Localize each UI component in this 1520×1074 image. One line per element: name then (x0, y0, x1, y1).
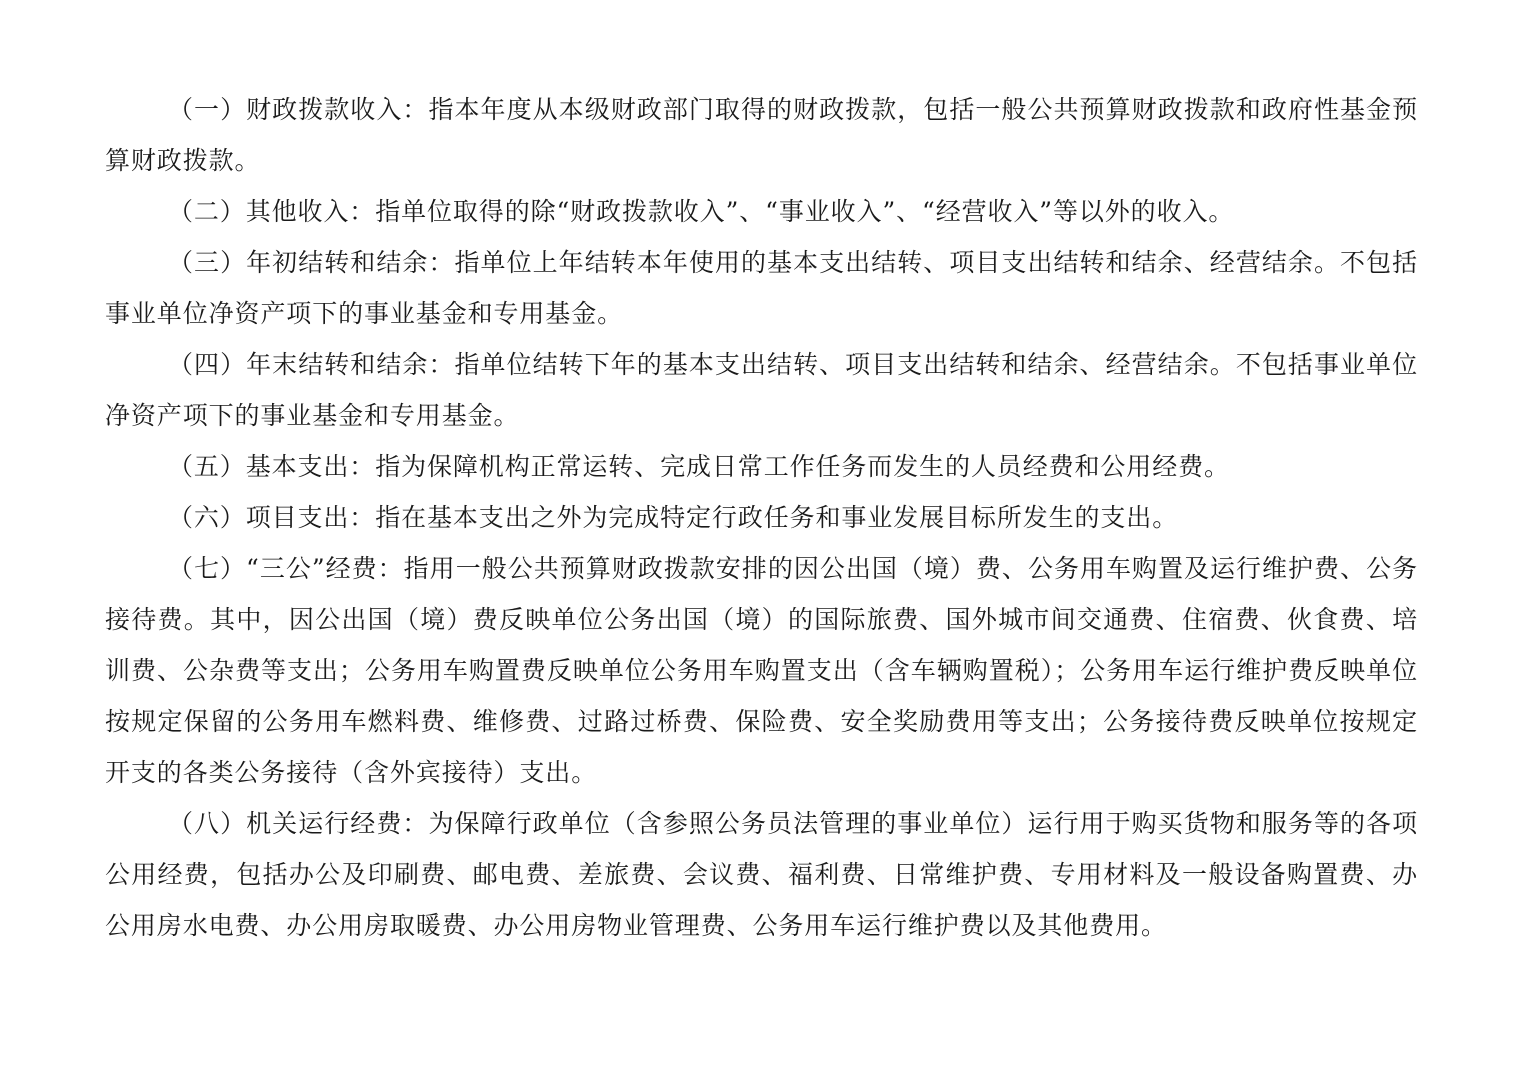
paragraph-basic-expenditure: （五）基本支出：指为保障机构正常运转、完成日常工作任务而发生的人员经费和公用经费。 (168, 452, 1230, 481)
document-body (105, 84, 1418, 951)
paragraph-project-expenditure: （六）项目支出：指在基本支出之外为完成特定行政任务和事业发展目标所发生的支出。 (168, 503, 1179, 532)
paragraph-year-end-carryover: （四）年末结转和结余：指单位结转下年的基本支出结转、项目支出结转和结余、经营结余。不包括事业单位净资产项下的事业基金和专用基金。 (105, 350, 1418, 430)
paragraph-three-public-expenses: （七）“三公”经费：指用一般公共预算财政拨款安排的因公出国（境）费、公务用车购置及运行维护费、公务接待费。其中，因公出国（境）费反映单位公务出国（境）的国际旅费、国外城市间交通费、住宿费、伙食费、培训费、公杂费等支出；公务用车购置费反映单位公务用车购置支出（含车辆购置税）；公务用车运行维护费反映单位按规定保留的公务用车燃料费、维修费、过路过桥费、保险费、安全奖励费用等支出；公务接待费反映单位按规定开支的各类公务接待（含外宾接待）支出。 (105, 554, 1418, 787)
paragraph-agency-operating-expenses: （八）机关运行经费：为保障行政单位（含参照公务员法管理的事业单位）运行用于购买货物和服务等的各项公用经费，包括办公及印刷费、邮电费、差旅费、会议费、福利费、日常维护费、专用材料及一般设备购置费、办公用房水电费、办公用房取暖费、办公用房物业管理费、公务用车运行维护费以及其他费用。 (105, 809, 1418, 940)
paragraph-fiscal-appropriation-income: （一）财政拨款收入：指本年度从本级财政部门取得的财政拨款，包括一般公共预算财政拨款和政府性基金预算财政拨款。 (105, 95, 1418, 175)
paragraph-other-income: （二）其他收入：指单位取得的除“财政拨款收入”、“事业收入”、“经营收入”等以外的收入。 (168, 197, 1235, 226)
paragraph-beginning-carryover: （三）年初结转和结余：指单位上年结转本年使用的基本支出结转、项目支出结转和结余、经营结余。不包括事业单位净资产项下的事业基金和专用基金。 (105, 248, 1418, 328)
